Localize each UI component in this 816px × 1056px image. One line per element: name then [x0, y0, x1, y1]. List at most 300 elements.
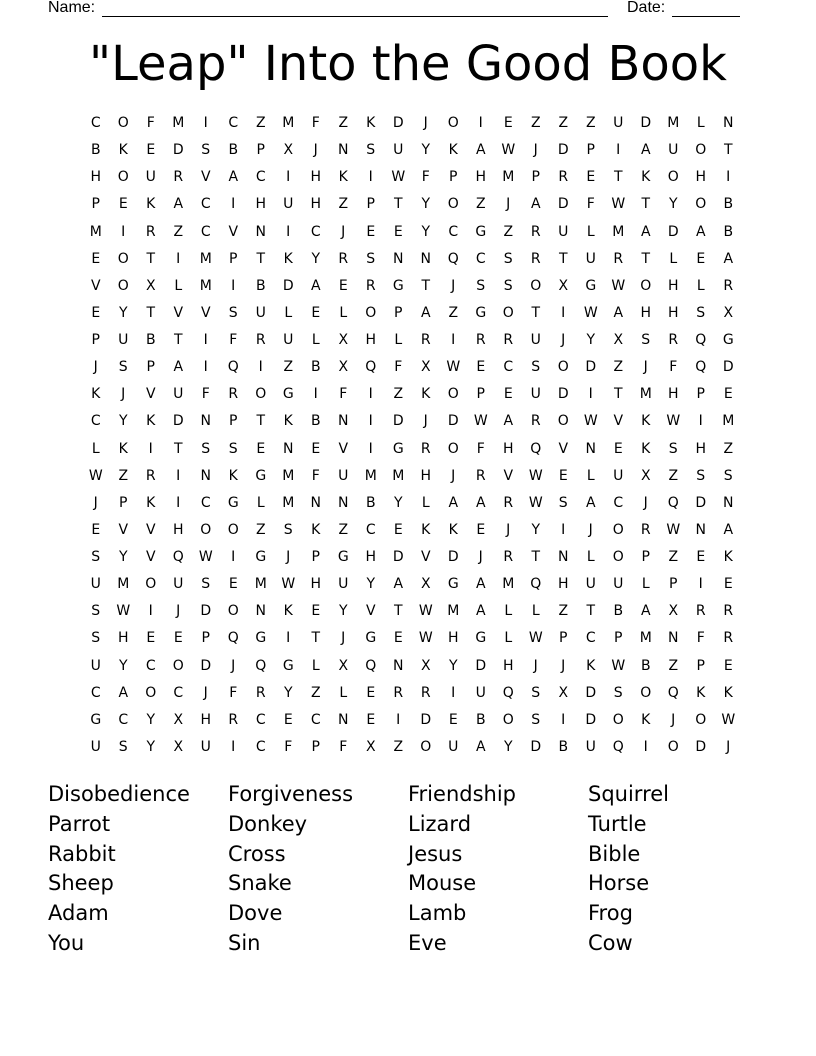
- grid-letter: O: [172, 657, 184, 674]
- grid-letter: L: [586, 549, 595, 565]
- grid-letter: S: [366, 142, 376, 159]
- grid-letter: U: [173, 386, 184, 403]
- grid-letter: J: [451, 277, 456, 294]
- grid-letter: H: [365, 549, 377, 565]
- grid-letter: C: [90, 413, 101, 430]
- grid-letter: M: [282, 115, 295, 131]
- grid-letter: A: [530, 196, 541, 213]
- grid-letter: J: [286, 549, 291, 565]
- grid-letter: H: [90, 169, 102, 186]
- grid-letter: P: [696, 386, 705, 403]
- grid-letter: P: [256, 142, 265, 159]
- grid-letter: M: [667, 115, 680, 131]
- grid-letter: O: [227, 603, 239, 620]
- grid-letter: T: [173, 440, 183, 457]
- grid-letter: R: [503, 494, 514, 511]
- grid-letter: H: [667, 304, 679, 321]
- grid-letter: U: [613, 115, 624, 131]
- grid-letter: M: [639, 386, 652, 403]
- grid-letter: W: [611, 196, 626, 213]
- grid-letter: O: [530, 277, 542, 294]
- grid-letter: Y: [421, 142, 431, 159]
- grid-letter: I: [561, 304, 566, 321]
- grid-letter: Z: [283, 359, 294, 376]
- grid-letter: T: [641, 250, 651, 267]
- grid-letter: T: [311, 630, 321, 647]
- grid-letter: O: [695, 142, 707, 159]
- grid-letter: F: [146, 115, 155, 131]
- grid-letter: M: [282, 494, 295, 511]
- grid-row: [82, 490, 742, 517]
- worksheet-header: [48, 0, 748, 21]
- grid-letter: W: [501, 142, 516, 159]
- grid-letter: O: [200, 521, 212, 538]
- grid-letter: I: [616, 142, 621, 159]
- grid-row: [82, 544, 742, 571]
- grid-letter: J: [313, 142, 318, 159]
- grid-letter: D: [557, 196, 569, 213]
- grid-letter: L: [696, 277, 705, 294]
- grid-letter: F: [696, 630, 705, 647]
- grid-letter: O: [447, 440, 459, 457]
- grid-letter: P: [91, 332, 100, 348]
- grid-letter: R: [228, 711, 239, 728]
- grid-letter: E: [256, 440, 266, 457]
- word-list-item: Friendship: [408, 782, 516, 806]
- grid-letter: J: [561, 332, 566, 348]
- grid-letter: U: [145, 169, 156, 186]
- grid-letter: M: [254, 576, 267, 593]
- grid-letter: Q: [667, 684, 679, 701]
- grid-letter: U: [200, 738, 211, 755]
- grid-letter: Q: [172, 549, 184, 565]
- grid-letter: N: [695, 521, 706, 538]
- grid-letter: Y: [118, 413, 128, 430]
- grid-letter: H: [172, 521, 184, 538]
- grid-letter: D: [585, 711, 597, 728]
- word-list-item: Frog: [588, 901, 633, 926]
- grid-letter: N: [338, 494, 349, 511]
- grid-letter: V: [365, 603, 376, 620]
- grid-letter: G: [392, 440, 404, 457]
- grid-letter: K: [146, 196, 156, 213]
- grid-letter: O: [255, 386, 267, 403]
- grid-letter: Z: [503, 223, 514, 240]
- word-list-item: Forgiveness: [228, 782, 354, 806]
- grid-letter: D: [447, 413, 459, 430]
- grid-letter: E: [366, 684, 376, 701]
- grid-letter: O: [420, 738, 432, 755]
- grid-letter: S: [91, 549, 101, 565]
- grid-letter: U: [448, 738, 459, 755]
- grid-letter: J: [506, 521, 511, 538]
- grid-letter: U: [393, 142, 404, 159]
- grid-letter: D: [420, 711, 432, 728]
- grid-letter: J: [561, 657, 566, 674]
- grid-letter: Q: [227, 359, 239, 376]
- grid-letter: X: [420, 657, 431, 674]
- grid-letter: N: [723, 494, 734, 511]
- grid-letter: G: [722, 332, 734, 348]
- grid-letter: I: [231, 196, 236, 213]
- grid-letter: B: [640, 657, 651, 674]
- grid-letter: A: [393, 576, 404, 593]
- grid-letter: P: [119, 494, 128, 511]
- grid-letter: C: [200, 494, 211, 511]
- grid-letter: W: [116, 603, 131, 620]
- grid-letter: X: [283, 142, 294, 159]
- grid-letter: I: [396, 711, 401, 728]
- grid-letter: Y: [146, 711, 156, 728]
- grid-letter: I: [478, 115, 483, 131]
- grid-letter: S: [283, 521, 293, 538]
- grid-letter: J: [231, 657, 236, 674]
- grid-letter: Q: [447, 250, 459, 267]
- word-list-item: Jesus: [408, 841, 463, 866]
- grid-letter: Y: [668, 196, 678, 213]
- word-list-item: Turtle: [588, 811, 647, 836]
- grid-letter: I: [286, 169, 291, 186]
- grid-letter: A: [723, 521, 734, 538]
- grid-letter: N: [338, 413, 349, 430]
- word-list-item: Adam: [48, 901, 109, 926]
- grid-letter: A: [228, 169, 239, 186]
- grid-letter: D: [172, 413, 184, 430]
- grid-letter: R: [145, 223, 156, 240]
- grid-letter: C: [585, 630, 596, 647]
- grid-letter: B: [310, 413, 321, 430]
- grid-letter: U: [613, 576, 624, 593]
- word-list-item: Horse: [588, 871, 650, 896]
- grid-letter: D: [695, 738, 707, 755]
- grid-letter: F: [476, 440, 485, 457]
- grid-letter: O: [117, 115, 129, 131]
- grid-letter: I: [588, 386, 593, 403]
- grid-letter: M: [502, 169, 515, 186]
- grid-letter: S: [201, 576, 211, 593]
- grid-letter: M: [612, 223, 625, 240]
- grid-letter: X: [338, 332, 349, 348]
- grid-letter: E: [503, 386, 513, 403]
- grid-letter: N: [393, 250, 404, 267]
- grid-letter: D: [392, 413, 404, 430]
- grid-letter: J: [478, 549, 483, 565]
- grid-letter: J: [93, 359, 98, 376]
- grid-letter: W: [528, 467, 543, 484]
- grid-letter: E: [366, 223, 376, 240]
- grid-letter: S: [118, 738, 128, 755]
- grid-letter: H: [255, 196, 267, 213]
- grid-letter: Z: [585, 115, 596, 131]
- grid-letter: S: [228, 440, 238, 457]
- grid-letter: N: [558, 549, 569, 565]
- grid-letter: L: [284, 304, 293, 321]
- grid-letter: O: [447, 386, 459, 403]
- grid-letter: O: [227, 521, 239, 538]
- grid-letter: S: [366, 250, 376, 267]
- grid-letter: C: [228, 115, 239, 131]
- grid-letter: N: [283, 440, 294, 457]
- grid-letter: Y: [421, 223, 431, 240]
- grid-letter: G: [255, 630, 267, 647]
- grid-letter: I: [698, 413, 703, 430]
- grid-letter: V: [145, 549, 156, 565]
- grid-letter: T: [641, 196, 651, 213]
- word-list-item: Cow: [588, 930, 633, 955]
- grid-letter: Y: [393, 494, 403, 511]
- grid-letter: E: [476, 521, 486, 538]
- grid-letter: W: [583, 413, 598, 430]
- grid-letter: L: [504, 603, 513, 620]
- grid-letter: P: [366, 196, 375, 213]
- grid-letter: H: [695, 440, 707, 457]
- grid-letter: D: [722, 359, 734, 376]
- grid-letter: L: [669, 250, 678, 267]
- grid-letter: V: [503, 467, 514, 484]
- grid-letter: P: [146, 359, 155, 376]
- grid-letter: O: [447, 115, 459, 131]
- grid-letter: R: [338, 250, 349, 267]
- grid-letter: R: [530, 250, 541, 267]
- grid-letter: R: [723, 603, 734, 620]
- grid-letter: C: [365, 521, 376, 538]
- grid-letter: K: [723, 549, 733, 565]
- grid-letter: S: [668, 440, 678, 457]
- grid-letter: O: [667, 169, 679, 186]
- grid-letter: A: [448, 494, 459, 511]
- grid-letter: R: [640, 521, 651, 538]
- grid-letter: V: [118, 521, 129, 538]
- grid-letter: J: [726, 738, 731, 755]
- grid-letter: T: [256, 413, 266, 430]
- grid-letter: W: [418, 603, 433, 620]
- grid-letter: Q: [530, 440, 542, 457]
- grid-letter: E: [393, 630, 403, 647]
- grid-letter: D: [557, 142, 569, 159]
- grid-letter: I: [231, 738, 236, 755]
- grid-letter: V: [173, 304, 184, 321]
- grid-row: [82, 327, 742, 354]
- grid-letter: T: [586, 603, 596, 620]
- word-list-item: Dove: [228, 901, 283, 926]
- grid-letter: R: [613, 250, 624, 267]
- grid-letter: S: [476, 277, 486, 294]
- grid-letter: H: [365, 332, 377, 348]
- grid-letter: E: [366, 711, 376, 728]
- grid-letter: F: [229, 684, 238, 701]
- grid-letter: G: [475, 304, 487, 321]
- grid-letter: S: [228, 304, 238, 321]
- grid-letter: O: [447, 196, 459, 213]
- grid-letter: I: [121, 223, 126, 240]
- grid-letter: S: [641, 332, 651, 348]
- grid-letter: R: [668, 332, 679, 348]
- grid-letter: G: [475, 223, 487, 240]
- word-list-item: Eve: [408, 930, 447, 955]
- grid-letter: D: [530, 738, 542, 755]
- grid-letter: D: [200, 603, 212, 620]
- word-list-item: Donkey: [228, 811, 308, 836]
- grid-letter: X: [338, 359, 349, 376]
- grid-letter: I: [368, 413, 373, 430]
- grid-letter: R: [530, 223, 541, 240]
- grid-letter: E: [393, 223, 403, 240]
- grid-letter: N: [393, 657, 404, 674]
- grid-letter: Q: [365, 359, 377, 376]
- grid-letter: Y: [421, 196, 431, 213]
- grid-letter: I: [561, 711, 566, 728]
- grid-letter: N: [338, 142, 349, 159]
- grid-letter: N: [200, 467, 211, 484]
- grid-letter: U: [283, 196, 294, 213]
- grid-letter: Z: [530, 115, 541, 131]
- grid-letter: P: [394, 304, 403, 321]
- grid-letter: E: [283, 711, 293, 728]
- word-list-item: Cross: [228, 841, 286, 866]
- grid-letter: L: [586, 223, 595, 240]
- grid-letter: T: [393, 196, 403, 213]
- grid-letter: S: [118, 359, 128, 376]
- grid-letter: P: [531, 169, 540, 186]
- grid-letter: H: [667, 386, 679, 403]
- grid-letter: Z: [255, 521, 266, 538]
- grid-letter: K: [146, 413, 156, 430]
- grid-letter: S: [723, 467, 733, 484]
- grid-letter: U: [90, 738, 101, 755]
- grid-letter: W: [281, 576, 296, 593]
- grid-letter: E: [723, 576, 733, 593]
- grid-letter: Q: [502, 684, 514, 701]
- grid-letter: E: [558, 467, 568, 484]
- grid-letter: C: [475, 250, 486, 267]
- grid-letter: X: [173, 738, 184, 755]
- grid-letter: R: [420, 684, 431, 701]
- grid-letter: G: [475, 630, 487, 647]
- grid-letter: N: [723, 115, 734, 131]
- word-list-item: Mouse: [408, 871, 477, 896]
- grid-letter: T: [173, 332, 183, 348]
- grid-letter: C: [200, 223, 211, 240]
- grid-letter: Z: [723, 440, 734, 457]
- grid-letter: V: [145, 386, 156, 403]
- word-list-item: Squirrel: [588, 782, 669, 806]
- grid-letter: X: [668, 603, 679, 620]
- grid-letter: U: [668, 142, 679, 159]
- grid-letter: D: [172, 142, 184, 159]
- grid-letter: V: [200, 169, 211, 186]
- grid-letter: Z: [613, 359, 624, 376]
- grid-letter: X: [365, 738, 376, 755]
- grid-row: [82, 137, 742, 164]
- grid-letter: M: [117, 576, 130, 593]
- grid-letter: K: [421, 386, 431, 403]
- grid-letter: H: [447, 630, 459, 647]
- grid-letter: P: [669, 576, 678, 593]
- grid-letter: F: [669, 359, 678, 376]
- grid-letter: R: [173, 169, 184, 186]
- grid-letter: T: [613, 169, 623, 186]
- grid-letter: F: [284, 738, 293, 755]
- grid-letter: R: [503, 549, 514, 565]
- grid-letter: U: [118, 332, 129, 348]
- grid-row: [82, 680, 742, 707]
- grid-letter: J: [671, 711, 676, 728]
- grid-letter: I: [451, 684, 456, 701]
- grid-letter: E: [146, 142, 156, 159]
- grid-letter: Z: [255, 115, 266, 131]
- grid-letter: R: [503, 332, 514, 348]
- grid-letter: W: [88, 467, 103, 484]
- grid-letter: L: [91, 440, 100, 457]
- grid-letter: G: [227, 494, 239, 511]
- grid-letter: W: [583, 304, 598, 321]
- grid-letter: I: [451, 332, 456, 348]
- grid-letter: Y: [118, 549, 128, 565]
- word-list-item: Parrot: [48, 811, 111, 836]
- grid-letter: A: [475, 576, 486, 593]
- grid-letter: N: [200, 413, 211, 430]
- grid-letter: K: [421, 521, 431, 538]
- grid-letter: M: [172, 115, 185, 131]
- grid-letter: K: [723, 684, 733, 701]
- grid-letter: P: [641, 549, 650, 565]
- word-list-item: Snake: [228, 871, 292, 896]
- grid-letter: C: [448, 223, 459, 240]
- grid-letter: S: [201, 440, 211, 457]
- word-list-item: Rabbit: [48, 841, 116, 866]
- grid-letter: E: [613, 440, 623, 457]
- grid-letter: K: [118, 440, 128, 457]
- grid-letter: E: [311, 440, 321, 457]
- grid-letter: U: [530, 332, 541, 348]
- grid-letter: R: [255, 684, 266, 701]
- grid-letter: H: [667, 277, 679, 294]
- grid-row: [82, 625, 742, 652]
- grid-letter: X: [145, 277, 156, 294]
- grid-letter: O: [557, 413, 569, 430]
- grid-letter: N: [585, 440, 596, 457]
- grid-letter: I: [231, 549, 236, 565]
- grid-letter: I: [286, 223, 291, 240]
- grid-letter: I: [258, 359, 263, 376]
- grid-row: [82, 408, 742, 435]
- grid-letter: Q: [612, 738, 624, 755]
- name-line: [102, 0, 608, 17]
- grid-letter: L: [311, 332, 320, 348]
- grid-letter: Z: [475, 196, 486, 213]
- grid-letter: T: [613, 386, 623, 403]
- grid-letter: H: [310, 576, 322, 593]
- grid-letter: U: [558, 223, 569, 240]
- grid-letter: Y: [118, 304, 128, 321]
- grid-letter: H: [640, 304, 652, 321]
- grid-letter: J: [341, 630, 346, 647]
- grid-letter: D: [557, 386, 569, 403]
- grid-letter: J: [533, 142, 538, 159]
- grid-letter: P: [229, 250, 238, 267]
- word-list-item: Disobedience: [48, 782, 190, 806]
- grid-letter: F: [421, 169, 430, 186]
- grid-letter: R: [255, 332, 266, 348]
- grid-letter: B: [723, 196, 734, 213]
- grid-letter: P: [614, 630, 623, 647]
- grid-letter: K: [448, 521, 458, 538]
- grid-letter: R: [558, 169, 569, 186]
- grid-letter: D: [447, 549, 459, 565]
- grid-letter: H: [502, 440, 514, 457]
- grid-letter: B: [255, 277, 266, 294]
- grid-letter: E: [118, 196, 128, 213]
